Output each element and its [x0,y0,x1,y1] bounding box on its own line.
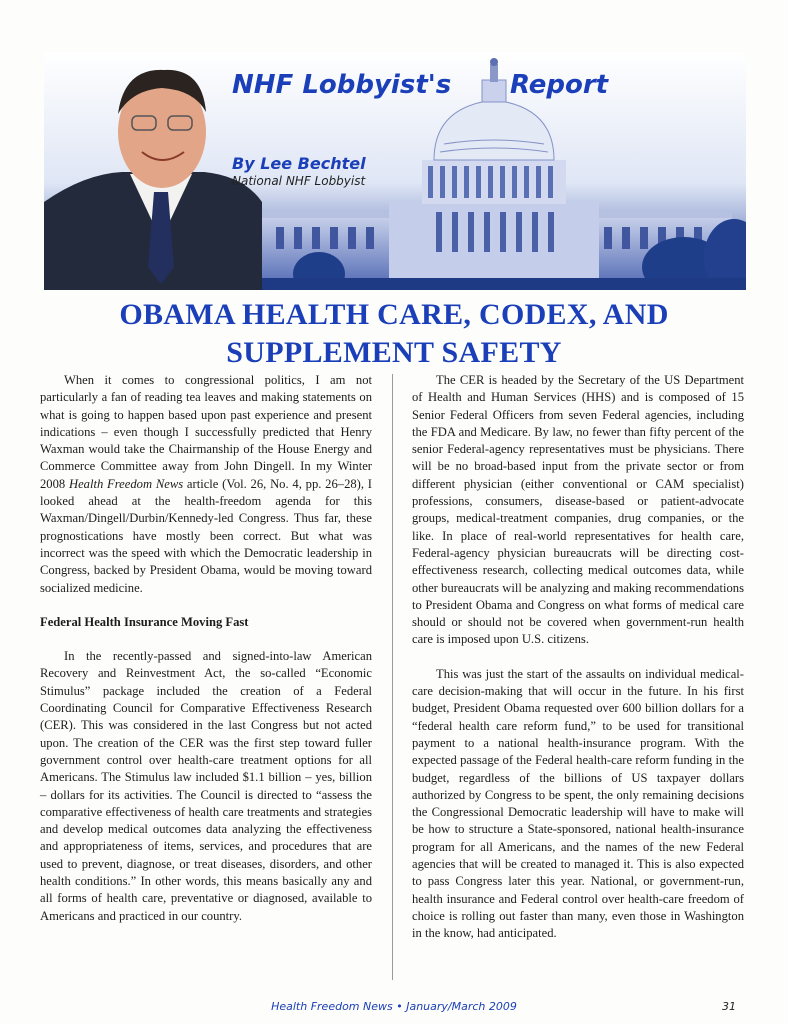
column-divider [392,374,393,980]
report-title-left: NHF Lobbyist's [232,70,452,100]
right-column [412,372,744,943]
page-footer: Health Freedom News • January/March 2009 [271,1000,517,1013]
author-role: National NHF Lobbyist [232,174,366,188]
publication-name: Health Freedom News [68,476,184,491]
left-column [40,372,372,925]
article-headline [40,296,748,372]
headline-line-1: OBAMA HEALTH CARE, CODEX, AND [119,298,669,331]
headline-line-2: SUPPLEMENT SAFETY [226,336,562,369]
left-paragraph-1: When it comes to congressional politics, I am not particularly a fan of reading tea leaves and making statements on what is going to happen based upon past experience and present indications – even though I successfully predicted that Henry Waxman would take the Chairmanship of the House Energy and Commerce Committee away from John Dingell. In my Winter 2008 Health Freedom News article (Vol. 26, No. 4, pp. 26–28), I looked ahead at the health-freedom agenda for this Waxman/Dingell/Durbin/Kennedy-led Congress. Thus far, these prognostications have mostly been correct. But what was incorrect was the speed with which the Democratic leadership in Congress, backed by President Obama, would be moving toward socialized medicine. [40,373,372,595]
section-heading: Federal Health Insurance Moving Fast [40,614,249,629]
author-byline: By Lee Bechtel [232,154,366,173]
report-title-right: Report [510,70,609,100]
right-paragraph-2: This was just the start of the assaults on individual medical-care decision-making that will occur in the future. In his first budget, President Obama requested over 600 billion dollars for a “federal health care reform fund,” to be used for transitional payment to a national health-insurance program. With the expected passage of the Federal health-care reform funding in the budget, regardless of the billions of US taxpayer dollars authorized by Congress to be spent, the only remaining decisions the Congressional Democratic leadership will have to make will be how to structure a State-sponsored, national health-insurance program for all Americans, and the names of the new Federal agencies that will be created to managed it. This is also expected to pass Congress later this year. National, or government-run, health insurance and Federal control over health-care freedom of choice is rolling out faster than many, even those in Washington in the know, had anticipated. [412,666,744,941]
page-number: 31 [722,1000,736,1013]
left-paragraph-2: In the recently-passed and signed-into-law American Recovery and Reinvestment Act, the so-called “Economic Stimulus” package included the creation of a Federal Coordinating Council for Comparative Effectiveness Research (CER). This was considered in the last Congress but not acted upon. The creation of the CER was the first step toward fuller government control over health-care treatment options for all Americans. The Stimulus law included $1.1 billion – yes, billion – dollars for its activities. The Council is directed to “assess the comparative effectiveness of health care treatments and strategies and develop medical outcomes data analyzing the effectiveness and appropriateness of items, services, and procedures that are used to prevent, diagnose, or treat diseases, disorders, and other health conditions.” In other words, this means basically any and all forms of health care, preventative or diagnosed, available to Americans and practiced in our country. [40,649,372,923]
right-paragraph-1: The CER is headed by the Secretary of the US Department of Health and Human Services (HHS) and is composed of 15 Senior Federal Officers from seven Federal agencies, including the FDA and Medicare. By law, no fewer than fifty percent of the senior Federal-agency representatives must be physicians. There will be no broad-based input from the private sector or from different physician (either conventional or CAM specialist) professions, consumers, disease-based or patient-advocate groups, medical-treatment companies, drug companies, or the like. In place of real-world representatives for health care, Federal-agency physician bureaucrats will be directing cost-effectiveness research, collecting medical outcomes data, while other bureaucrats will be analyzing and making recommendations to President Obama and Congress on what forms of medical care should or should not be covered when government-run health care is imposed upon U.S. citizens. [412,373,744,647]
report-title [232,70,652,100]
